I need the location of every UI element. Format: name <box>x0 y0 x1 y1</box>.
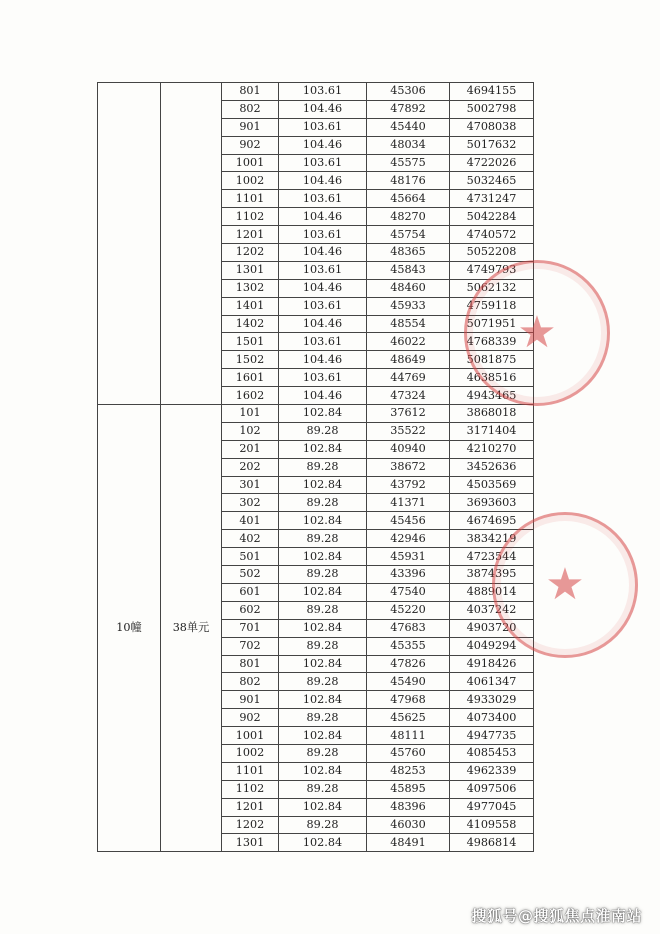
area-cell: 102.84 <box>279 762 367 780</box>
unit-price-cell: 43396 <box>367 566 450 584</box>
total-price-cell: 4073400 <box>450 709 534 727</box>
total-price-cell: 4903720 <box>450 619 534 637</box>
area-cell: 104.46 <box>279 315 367 333</box>
total-price-cell: 4962339 <box>450 762 534 780</box>
area-cell: 102.84 <box>279 691 367 709</box>
total-price-cell: 4109558 <box>450 816 534 834</box>
unit-price-cell: 45664 <box>367 190 450 208</box>
room-number-cell: 901 <box>222 118 279 136</box>
total-price-cell: 3452636 <box>450 458 534 476</box>
total-price-cell: 3171404 <box>450 422 534 440</box>
unit-price-cell: 45843 <box>367 261 450 279</box>
unit-price-cell: 47968 <box>367 691 450 709</box>
unit-price-cell: 46030 <box>367 816 450 834</box>
total-price-cell: 5052208 <box>450 244 534 262</box>
area-cell: 102.84 <box>279 440 367 458</box>
unit-price-cell: 45575 <box>367 154 450 172</box>
unit-price-cell: 44769 <box>367 369 450 387</box>
area-cell: 104.46 <box>279 208 367 226</box>
unit-price-cell: 42946 <box>367 530 450 548</box>
unit-cell: 38单元 <box>161 405 222 852</box>
room-number-cell: 1002 <box>222 744 279 762</box>
unit-price-cell: 41371 <box>367 494 450 512</box>
total-price-cell: 4722026 <box>450 154 534 172</box>
room-number-cell: 902 <box>222 709 279 727</box>
area-cell: 89.28 <box>279 494 367 512</box>
unit-price-cell: 43792 <box>367 476 450 494</box>
room-number-cell: 601 <box>222 583 279 601</box>
room-number-cell: 302 <box>222 494 279 512</box>
unit-price-cell: 48460 <box>367 279 450 297</box>
total-price-cell: 4731247 <box>450 190 534 208</box>
unit-price-cell: 45355 <box>367 637 450 655</box>
area-cell: 89.28 <box>279 744 367 762</box>
room-number-cell: 201 <box>222 440 279 458</box>
area-cell: 102.84 <box>279 512 367 530</box>
total-price-cell: 4210270 <box>450 440 534 458</box>
room-number-cell: 902 <box>222 136 279 154</box>
room-number-cell: 402 <box>222 530 279 548</box>
room-number-cell: 501 <box>222 548 279 566</box>
seal-star-icon: ★ <box>517 307 557 358</box>
unit-price-cell: 48396 <box>367 798 450 816</box>
area-cell: 102.84 <box>279 583 367 601</box>
room-number-cell: 1602 <box>222 387 279 405</box>
area-cell: 103.61 <box>279 154 367 172</box>
total-price-cell: 4061347 <box>450 673 534 691</box>
unit-price-cell: 47826 <box>367 655 450 673</box>
total-price-cell: 3874395 <box>450 566 534 584</box>
room-number-cell: 102 <box>222 422 279 440</box>
unit-price-cell: 45306 <box>367 83 450 101</box>
total-price-cell: 4049294 <box>450 637 534 655</box>
room-number-cell: 1501 <box>222 333 279 351</box>
unit-price-cell: 48034 <box>367 136 450 154</box>
total-price-cell: 4889014 <box>450 583 534 601</box>
room-number-cell: 101 <box>222 405 279 423</box>
room-number-cell: 1101 <box>222 190 279 208</box>
unit-price-cell: 47324 <box>367 387 450 405</box>
unit-price-cell: 45931 <box>367 548 450 566</box>
area-cell: 89.28 <box>279 673 367 691</box>
room-number-cell: 1301 <box>222 261 279 279</box>
area-cell: 103.61 <box>279 118 367 136</box>
area-cell: 89.28 <box>279 816 367 834</box>
total-price-cell: 5017632 <box>450 136 534 154</box>
room-number-cell: 1102 <box>222 208 279 226</box>
total-price-cell: 4918426 <box>450 655 534 673</box>
area-cell: 103.61 <box>279 369 367 387</box>
room-number-cell: 702 <box>222 637 279 655</box>
unit-price-cell: 48270 <box>367 208 450 226</box>
total-price-cell: 3693603 <box>450 494 534 512</box>
area-cell: 103.61 <box>279 261 367 279</box>
total-price-cell: 4503569 <box>450 476 534 494</box>
area-cell: 102.84 <box>279 798 367 816</box>
room-number-cell: 602 <box>222 601 279 619</box>
total-price-cell: 5002798 <box>450 100 534 118</box>
room-number-cell: 1202 <box>222 244 279 262</box>
building-cell: 10幢 <box>98 405 161 852</box>
total-price-cell: 5081875 <box>450 351 534 369</box>
seal-star-icon: ★ <box>545 559 585 610</box>
area-cell: 102.84 <box>279 476 367 494</box>
unit-price-cell: 48176 <box>367 172 450 190</box>
unit-price-cell: 40940 <box>367 440 450 458</box>
room-number-cell: 801 <box>222 655 279 673</box>
total-price-cell: 4694155 <box>450 83 534 101</box>
total-price-cell: 4768339 <box>450 333 534 351</box>
total-price-cell: 4943465 <box>450 387 534 405</box>
total-price-cell: 4723544 <box>450 548 534 566</box>
room-number-cell: 1102 <box>222 780 279 798</box>
total-price-cell: 4933029 <box>450 691 534 709</box>
area-cell: 89.28 <box>279 601 367 619</box>
total-price-cell: 3834219 <box>450 530 534 548</box>
total-price-cell: 3868018 <box>450 405 534 423</box>
total-price-cell: 4740572 <box>450 226 534 244</box>
unit-price-cell: 45933 <box>367 297 450 315</box>
room-number-cell: 1402 <box>222 315 279 333</box>
room-number-cell: 802 <box>222 673 279 691</box>
area-cell: 103.61 <box>279 83 367 101</box>
area-cell: 89.28 <box>279 422 367 440</box>
room-number-cell: 1201 <box>222 226 279 244</box>
area-cell: 89.28 <box>279 530 367 548</box>
area-cell: 89.28 <box>279 566 367 584</box>
building-cell <box>98 83 161 405</box>
area-cell: 102.84 <box>279 405 367 423</box>
total-price-cell: 4674695 <box>450 512 534 530</box>
unit-price-cell: 38672 <box>367 458 450 476</box>
area-cell: 104.46 <box>279 279 367 297</box>
unit-price-cell: 48554 <box>367 315 450 333</box>
unit-price-cell: 45895 <box>367 780 450 798</box>
total-price-cell: 5071951 <box>450 315 534 333</box>
price-table-body <box>98 83 534 852</box>
table-row <box>98 83 534 101</box>
unit-price-cell: 45456 <box>367 512 450 530</box>
unit-price-cell: 48649 <box>367 351 450 369</box>
area-cell: 104.46 <box>279 387 367 405</box>
room-number-cell: 202 <box>222 458 279 476</box>
room-number-cell: 1101 <box>222 762 279 780</box>
room-number-cell: 1401 <box>222 297 279 315</box>
area-cell: 102.84 <box>279 655 367 673</box>
area-cell: 103.61 <box>279 190 367 208</box>
total-price-cell: 4638516 <box>450 369 534 387</box>
total-price-cell: 5032465 <box>450 172 534 190</box>
area-cell: 104.46 <box>279 244 367 262</box>
table-row <box>98 405 534 423</box>
room-number-cell: 701 <box>222 619 279 637</box>
area-cell: 103.61 <box>279 333 367 351</box>
total-price-cell: 4749793 <box>450 261 534 279</box>
area-cell: 104.46 <box>279 100 367 118</box>
unit-price-cell: 47540 <box>367 583 450 601</box>
area-cell: 103.61 <box>279 226 367 244</box>
area-cell: 104.46 <box>279 136 367 154</box>
total-price-cell: 4947735 <box>450 727 534 745</box>
area-cell: 104.46 <box>279 351 367 369</box>
room-number-cell: 1001 <box>222 154 279 172</box>
area-cell: 89.28 <box>279 637 367 655</box>
total-price-cell: 5042284 <box>450 208 534 226</box>
room-number-cell: 502 <box>222 566 279 584</box>
room-number-cell: 901 <box>222 691 279 709</box>
unit-price-cell: 45490 <box>367 673 450 691</box>
room-number-cell: 301 <box>222 476 279 494</box>
unit-price-cell: 45754 <box>367 226 450 244</box>
room-number-cell: 1002 <box>222 172 279 190</box>
price-table <box>97 82 534 852</box>
total-price-cell: 4708038 <box>450 118 534 136</box>
room-number-cell: 1502 <box>222 351 279 369</box>
room-number-cell: 1202 <box>222 816 279 834</box>
unit-price-cell: 45760 <box>367 744 450 762</box>
area-cell: 89.28 <box>279 709 367 727</box>
unit-price-cell: 46022 <box>367 333 450 351</box>
area-cell: 102.84 <box>279 834 367 852</box>
area-cell: 102.84 <box>279 548 367 566</box>
source-watermark: 搜狐号@搜狐焦点淮南站 <box>471 907 642 925</box>
total-price-cell: 4037242 <box>450 601 534 619</box>
total-price-cell: 5062132 <box>450 279 534 297</box>
room-number-cell: 802 <box>222 100 279 118</box>
area-cell: 102.84 <box>279 619 367 637</box>
total-price-cell: 4085453 <box>450 744 534 762</box>
room-number-cell: 401 <box>222 512 279 530</box>
area-cell: 104.46 <box>279 172 367 190</box>
room-number-cell: 1201 <box>222 798 279 816</box>
total-price-cell: 4759118 <box>450 297 534 315</box>
unit-price-cell: 35522 <box>367 422 450 440</box>
unit-price-cell: 48253 <box>367 762 450 780</box>
room-number-cell: 1301 <box>222 834 279 852</box>
total-price-cell: 4986814 <box>450 834 534 852</box>
unit-price-cell: 37612 <box>367 405 450 423</box>
unit-price-cell: 45220 <box>367 601 450 619</box>
unit-price-cell: 45625 <box>367 709 450 727</box>
unit-price-cell: 48111 <box>367 727 450 745</box>
area-cell: 89.28 <box>279 458 367 476</box>
total-price-cell: 4097506 <box>450 780 534 798</box>
room-number-cell: 1601 <box>222 369 279 387</box>
area-cell: 103.61 <box>279 297 367 315</box>
unit-price-cell: 48365 <box>367 244 450 262</box>
unit-cell <box>161 83 222 405</box>
unit-price-cell: 45440 <box>367 118 450 136</box>
area-cell: 102.84 <box>279 727 367 745</box>
room-number-cell: 801 <box>222 83 279 101</box>
area-cell: 89.28 <box>279 780 367 798</box>
room-number-cell: 1001 <box>222 727 279 745</box>
unit-price-cell: 47892 <box>367 100 450 118</box>
unit-price-cell: 48491 <box>367 834 450 852</box>
total-price-cell: 4977045 <box>450 798 534 816</box>
room-number-cell: 1302 <box>222 279 279 297</box>
unit-price-cell: 47683 <box>367 619 450 637</box>
